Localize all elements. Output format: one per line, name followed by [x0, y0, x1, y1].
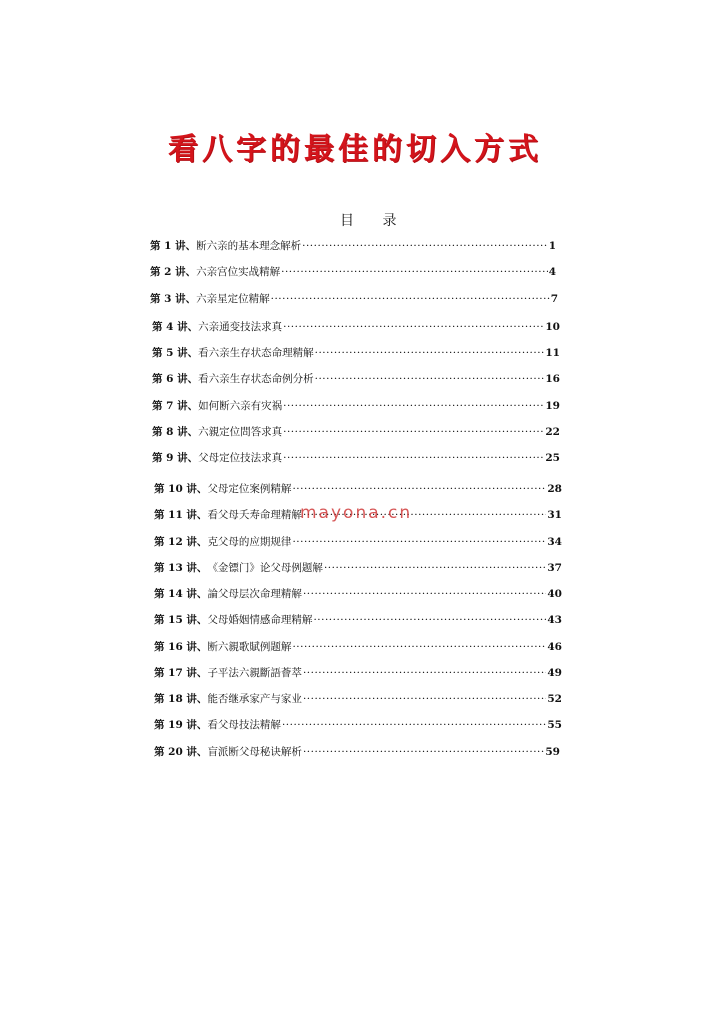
toc-entry-title: 六亲通变技法求真 — [198, 321, 283, 333]
toc-entry-title: 看父母技法精解 — [207, 719, 281, 731]
toc-leader-dots — [315, 373, 545, 385]
toc-entry-number: 第 1 讲、 — [150, 240, 197, 252]
toc-leader-dots — [292, 641, 546, 653]
toc-leader-dots — [283, 426, 544, 438]
toc-entry-title: 父母定位技法求真 — [198, 452, 283, 464]
toc-entry — [154, 612, 562, 630]
watermark: mayona.cn — [300, 503, 413, 523]
toc-leader-dots — [302, 240, 548, 252]
toc-entry-title: 六親定位問答求真 — [198, 426, 283, 438]
toc-entry-title: 盲派断父母秘诀解析 — [207, 746, 302, 758]
toc-entry-page: 1 — [548, 240, 556, 252]
toc-entry-number: 第 15 讲、 — [154, 614, 208, 626]
toc-entry-page: 7 — [550, 293, 558, 305]
toc-entry-title: 子平法六親斷語薈萃 — [207, 667, 302, 679]
toc-entry — [154, 560, 562, 578]
toc-entry-title: 論父母层次命理精解 — [207, 588, 302, 600]
toc-entry — [152, 424, 560, 442]
toc-entry-page: 40 — [547, 588, 562, 600]
toc-entry-page: 49 — [547, 667, 562, 679]
toc-entry-title: 看六亲生存状态命例分析 — [198, 373, 314, 385]
toc-entry-page: 25 — [545, 452, 560, 464]
toc-leader-dots — [324, 562, 546, 574]
toc-entry — [154, 481, 562, 499]
toc-entry-title: 看六亲生存状态命理精解 — [198, 347, 314, 359]
toc-entry-page: 28 — [547, 483, 562, 495]
toc-entry-title: 父母婚姻情感命理精解 — [207, 614, 313, 626]
toc-entry-number: 第 4 讲、 — [152, 321, 199, 333]
toc-leader-dots — [282, 719, 546, 731]
toc-leader-dots — [283, 400, 544, 412]
toc-entry-page: 52 — [547, 693, 562, 705]
toc-entry — [150, 238, 556, 256]
toc-leader-dots — [283, 321, 544, 333]
toc-entry-title: 六亲星定位精解 — [196, 293, 270, 305]
toc-entry-number: 第 11 讲、 — [154, 509, 208, 521]
toc-leader-dots — [283, 452, 544, 464]
toc-entry — [154, 665, 562, 683]
toc-entry — [150, 291, 558, 309]
toc-entry — [154, 534, 562, 552]
toc-entry-title: 断六亲的基本理念解析 — [196, 240, 302, 252]
toc-entry-number: 第 14 讲、 — [154, 588, 208, 600]
toc-entry — [152, 371, 560, 389]
toc-entry — [154, 639, 562, 657]
toc-entry-title: 如何断六亲有灾祸 — [198, 400, 283, 412]
toc-entry-number: 第 5 讲、 — [152, 347, 199, 359]
toc-entry-title: 断六親歌賦例题解 — [207, 641, 292, 653]
toc-entry-page: 11 — [545, 347, 560, 359]
toc-entry-number: 第 17 讲、 — [154, 667, 208, 679]
toc-entry-title: 《金镖门》论父母例题解 — [207, 562, 323, 574]
toc-entry-number: 第 7 讲、 — [152, 400, 199, 412]
toc-heading: 目 录 — [340, 213, 409, 229]
toc-entry-page: 55 — [547, 719, 562, 731]
toc-entry-number: 第 8 讲、 — [152, 426, 199, 438]
toc-entry — [152, 345, 560, 363]
toc-entry-page: 4 — [548, 266, 556, 278]
toc-entry-number: 第 12 讲、 — [154, 536, 208, 548]
toc-entry — [152, 398, 560, 416]
toc-leader-dots — [271, 293, 550, 305]
toc-leader-dots — [303, 588, 546, 600]
toc-entry-page: 34 — [547, 536, 562, 548]
toc-entry — [152, 450, 560, 468]
toc-entry-page: 16 — [545, 373, 560, 385]
toc-entry — [154, 744, 560, 762]
toc-leader-dots — [303, 667, 546, 679]
toc-entry-title: 父母定位案例精解 — [207, 483, 292, 495]
toc-entry-title: 克父母的应期规律 — [207, 536, 292, 548]
toc-leader-dots — [281, 266, 548, 278]
toc-entry — [154, 691, 562, 709]
toc-entry-number: 第 20 讲、 — [154, 746, 208, 758]
toc-leader-dots — [292, 536, 546, 548]
toc-entry — [154, 717, 562, 735]
toc-entry-number: 第 18 讲、 — [154, 693, 208, 705]
toc-entry-number: 第 10 讲、 — [154, 483, 208, 495]
document-title: 看八字的最佳的切入方式 — [168, 132, 542, 167]
toc-entry-number: 第 13 讲、 — [154, 562, 208, 574]
toc-leader-dots — [303, 746, 544, 758]
toc-entry — [154, 586, 562, 604]
toc-entry-page: 31 — [547, 509, 562, 521]
toc-leader-dots — [313, 614, 546, 626]
toc-entry-page: 59 — [545, 746, 560, 758]
toc-leader-dots — [292, 483, 546, 495]
toc-entry-page: 37 — [547, 562, 562, 574]
toc-entry-page: 46 — [547, 641, 562, 653]
toc-entry-number: 第 19 讲、 — [154, 719, 208, 731]
toc-entry-title: 能否继承家产与家业 — [207, 693, 302, 705]
toc-entry — [150, 264, 556, 282]
toc-entry-number: 第 3 讲、 — [150, 293, 197, 305]
toc-entry-page: 43 — [547, 614, 562, 626]
toc-leader-dots — [315, 347, 545, 359]
toc-entry-title: 看父母夭寿命理精解 — [207, 509, 302, 521]
toc-entry-number: 第 6 讲、 — [152, 373, 199, 385]
toc-entry-number: 第 2 讲、 — [150, 266, 197, 278]
toc-entry-number: 第 16 讲、 — [154, 641, 208, 653]
toc-entry-page: 19 — [545, 400, 560, 412]
toc-entry-number: 第 9 讲、 — [152, 452, 199, 464]
toc-leader-dots — [303, 693, 546, 705]
toc-entry-page: 22 — [545, 426, 560, 438]
toc-entry-page: 10 — [545, 321, 560, 333]
toc-entry — [152, 319, 560, 337]
toc-entry-title: 六亲宫位实战精解 — [196, 266, 281, 278]
